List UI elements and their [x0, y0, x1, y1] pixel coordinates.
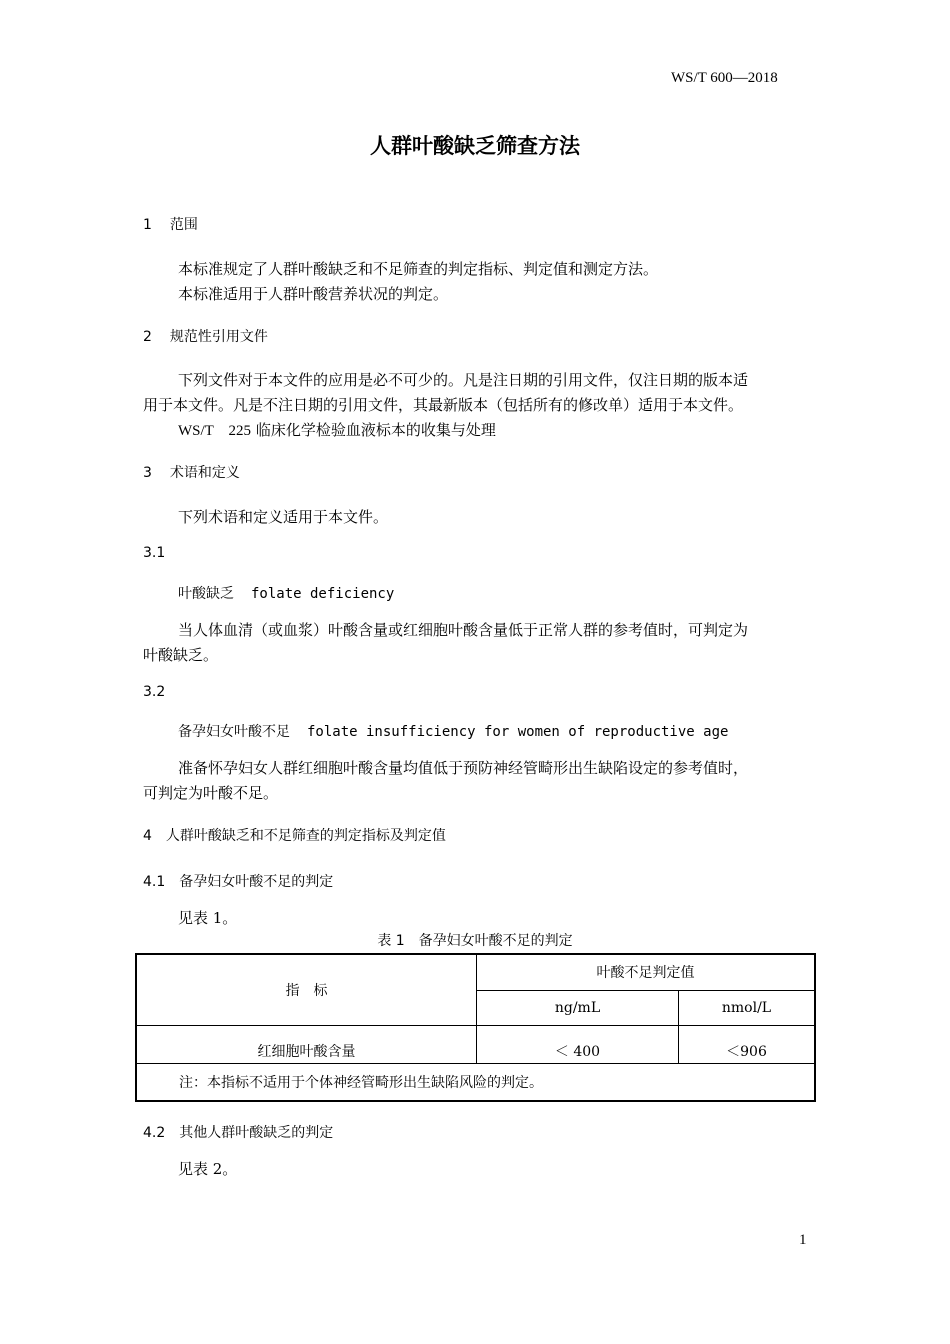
table-note-row	[136, 1063, 815, 1101]
definition-line: 叶酸缺乏。	[143, 646, 219, 664]
table-row	[136, 1025, 815, 1063]
unit-ng-ml: ng/mL	[477, 990, 679, 1025]
term-entry	[178, 721, 728, 741]
paragraph: 本标准规定了人群叶酸缺乏和不足筛查的判定指标、判定值和测定方法。	[178, 260, 659, 278]
document-title: 人群叶酸缺乏筛查方法	[370, 134, 580, 158]
section-number: 4	[143, 828, 152, 844]
reference-title: 临床化学检验血液标本的收集与处理	[255, 421, 496, 439]
subsection-4-2-heading	[143, 1122, 333, 1142]
section-number: 4.2	[143, 1125, 166, 1141]
table-1	[135, 953, 816, 1102]
section-title: 备孕妇女叶酸不足的判定	[179, 874, 334, 890]
table-reference: 见表 1。	[178, 909, 238, 927]
table-note: 注：本指标不适用于个体神经管畸形出生缺陷风险的判定。	[136, 1063, 815, 1101]
paragraph-line: 下列文件对于本文件的应用是必不可少的。凡是注日期的引用文件，仅注日期的版本适	[178, 371, 749, 389]
table-header-row	[136, 954, 815, 990]
paragraph: 本标准适用于人群叶酸营养状况的判定。	[178, 285, 449, 303]
clause-number: 3.1	[143, 545, 166, 561]
section-title: 范围	[169, 217, 198, 233]
section-title: 其他人群叶酸缺乏的判定	[179, 1125, 334, 1141]
header-indicator: 指 标	[136, 954, 477, 1025]
subsection-4-1-heading	[143, 871, 333, 891]
section-2-heading	[143, 326, 268, 346]
section-3-heading	[143, 462, 240, 482]
unit-nmol-l: nmol/L	[679, 990, 816, 1025]
paragraph-line: 用于本文件。凡是不注日期的引用文件，其最新版本（包括所有的修改单）适用于本文件。	[143, 396, 744, 414]
definition-line: 可判定为叶酸不足。	[143, 784, 279, 802]
paragraph: 下列术语和定义适用于本文件。	[178, 508, 389, 526]
section-4-heading	[143, 825, 446, 845]
section-title: 人群叶酸缺乏和不足筛查的判定指标及判定值	[165, 828, 446, 844]
section-number: 1	[143, 217, 152, 233]
term-cn: 备孕妇女叶酸不足	[178, 724, 290, 740]
standard-code: WS/T 600—2018	[671, 70, 778, 86]
clause-number: 3.2	[143, 684, 166, 700]
section-number: 4.1	[143, 874, 166, 890]
section-title: 规范性引用文件	[169, 329, 268, 345]
header-threshold: 叶酸不足判定值	[477, 954, 816, 990]
section-number: 2	[143, 329, 152, 345]
section-title: 术语和定义	[169, 465, 240, 481]
definition-line: 准备怀孕妇女人群红细胞叶酸含量均值低于预防神经管畸形出生缺陷设定的参考值时，	[178, 759, 749, 777]
term-en: folate insufficiency for women of reproductive age	[307, 724, 729, 740]
table-caption: 表 1 备孕妇女叶酸不足的判定	[377, 933, 573, 949]
value-nmol-l: ＜906	[679, 1025, 816, 1063]
table-reference: 见表 2。	[178, 1160, 238, 1178]
definition-line: 当人体血清（或血浆）叶酸含量或红细胞叶酸含量低于正常人群的参考值时，可判定为	[178, 621, 749, 639]
value-ng-ml: ＜ 400	[477, 1025, 679, 1063]
term-en: folate deficiency	[251, 586, 395, 602]
reference-code: WS/T 225	[178, 423, 252, 439]
row-label: 红细胞叶酸含量	[136, 1025, 477, 1063]
term-entry	[178, 583, 394, 603]
section-1-heading	[143, 214, 198, 234]
term-cn: 叶酸缺乏	[178, 586, 234, 602]
page-number: 1	[799, 1232, 807, 1248]
section-number: 3	[143, 465, 152, 481]
normative-reference	[178, 419, 496, 440]
